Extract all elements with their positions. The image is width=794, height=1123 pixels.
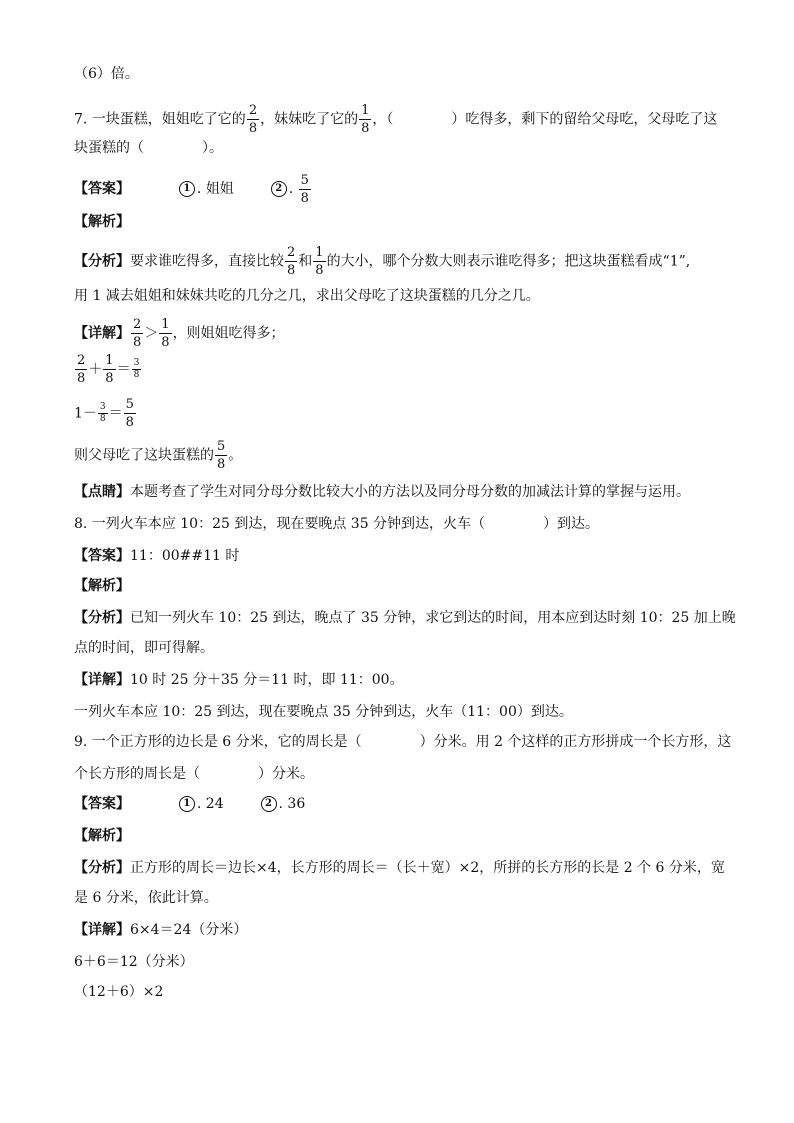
fraction-bar [159, 333, 171, 334]
math-expression [74, 354, 142, 384]
circled-number-icon: 2 [261, 796, 277, 812]
fraction-bar [299, 189, 311, 190]
text-content: （12＋6）×2 [74, 984, 164, 1000]
answer-line [74, 546, 239, 566]
fraction-numerator: 1 [361, 103, 370, 118]
fraction-denominator: 8 [133, 335, 142, 350]
question-text: 9. 一个正方形的边长是 6 分米，它的周长是（ [74, 734, 362, 750]
fraction-bar [103, 369, 115, 370]
analysis-line-1 [74, 246, 690, 276]
circled-number-icon: 1 [179, 181, 195, 197]
text-content: 和 [298, 253, 313, 270]
fraction-bar [75, 369, 87, 370]
text-line-content: （6）倍。 [74, 66, 139, 82]
math-operator: 1－ [74, 405, 97, 422]
fraction-denominator: 8 [77, 371, 86, 386]
answer-tag: 【答案】 [74, 181, 130, 197]
fraction-numerator: 1 [161, 317, 170, 332]
fraction-2-8 [75, 354, 87, 385]
fraction-5-8 [215, 440, 227, 471]
detail-conclusion [74, 440, 242, 470]
question-8-line [74, 514, 599, 534]
question-7-line-1 [74, 104, 717, 134]
text-content: ，则姐姐吃得多； [172, 325, 285, 342]
text-content: 点的时间，即可得解。 [74, 640, 214, 656]
answer-line [74, 172, 312, 206]
fraction-denominator: 8 [300, 190, 309, 206]
fraction-denominator: 8 [133, 370, 140, 380]
answer-value: 姐姐 [205, 181, 234, 197]
detail-line-3 [74, 982, 163, 1002]
fraction-numerator: 3 [99, 402, 106, 412]
fraction-numerator: 2 [133, 317, 142, 332]
text-content: 要求谁吃得多，直接比较 [130, 253, 284, 270]
fraction-2-8 [131, 318, 143, 349]
fraction-1-8 [359, 104, 371, 135]
analysis-sub-tag: 【分析】 [74, 253, 130, 270]
text-content: 正方形的周长＝边长×4，长方形的周长＝（长＋宽）×2，所拼的长方形的长是 2 个 6 分米，宽 [130, 860, 725, 876]
analysis-line-2 [74, 286, 540, 306]
answer-tag: 【答案】 [74, 796, 130, 812]
fraction-1-8 [103, 354, 115, 385]
fraction-denominator: 8 [248, 121, 258, 136]
text-content: 则父母吃了这块蛋糕的 [74, 447, 214, 464]
fraction-3-8 [132, 359, 142, 380]
fraction-denominator: 8 [105, 371, 114, 386]
fraction-denominator: 8 [217, 457, 226, 472]
text-content: 。 [228, 447, 243, 464]
fraction-5-8 [124, 398, 136, 429]
analysis-line-1 [74, 608, 736, 628]
text-content: 已知一列火车 10：25 到达，晚点了 35 分钟，求它到达的时间，用本应到达时刻 10：25 加上晚 [130, 610, 736, 626]
fraction-bar [247, 119, 259, 120]
fraction-denominator: 8 [287, 263, 296, 278]
fraction-5-8 [299, 174, 311, 205]
analysis-heading [74, 576, 130, 596]
fraction-bar [313, 261, 325, 262]
fraction-denominator: 8 [99, 414, 106, 424]
fraction-numerator: 5 [125, 397, 134, 412]
text-content: 6＋6＝12（分米） [74, 954, 194, 970]
text-line [74, 64, 139, 84]
detail-line-2 [74, 702, 573, 722]
circled-number-icon: 2 [271, 181, 287, 197]
answer-dot: . [196, 181, 202, 197]
answer-value: . 24 [196, 796, 224, 812]
answer-line [74, 794, 305, 814]
question-text: ）到达。 [543, 516, 600, 532]
math-expression [74, 398, 137, 428]
question-text: ）分米。 [258, 766, 314, 782]
fraction-bar [131, 333, 143, 334]
fraction-2-8 [247, 104, 259, 135]
fraction-numerator: 2 [248, 103, 258, 118]
fraction-numerator: 3 [133, 358, 140, 368]
question-text: ）吃得多，剩下的留给父母吃，父母吃了这 [451, 111, 718, 128]
fraction-numerator: 2 [77, 353, 86, 368]
fraction-denominator: 8 [361, 121, 370, 136]
question-number: 7. [74, 111, 88, 128]
fraction-3-8 [98, 403, 108, 424]
detail-line-1 [74, 670, 404, 690]
analysis-line-2 [74, 888, 218, 908]
question-text: 块蛋糕的（ [74, 140, 144, 156]
fraction-numerator: 2 [287, 245, 296, 260]
fraction-bar [215, 455, 227, 456]
math-operator: ＝ [108, 405, 123, 422]
text-content: 6×4＝24（分米） [130, 922, 248, 938]
detail-line-1 [74, 920, 247, 940]
key-point-tag: 【点睛】 [74, 484, 130, 500]
fraction-numerator: 5 [300, 172, 309, 188]
analysis-line-2 [74, 638, 214, 658]
text-content: 一列火车本应 10：25 到达，现在要晚点 35 分钟到达，火车（11：00）到达。 [74, 704, 573, 720]
fraction-numerator: 1 [105, 353, 114, 368]
fraction-numerator: 1 [315, 245, 324, 260]
answer-dot: . [288, 181, 294, 197]
text-content: 的大小，哪个分数大则表示谁吃得多；把这块蛋糕看成“1”, [326, 253, 691, 270]
analysis-heading [74, 826, 130, 846]
analysis-line-1 [74, 858, 725, 878]
question-text: 个长方形的周长是（ [74, 766, 200, 782]
detail-tag: 【详解】 [74, 325, 130, 342]
question-text: ，妹妹吃了它的 [260, 111, 359, 128]
fraction-numerator: 5 [217, 439, 226, 454]
math-operator: ＞ [144, 325, 159, 342]
analysis-tag: 【解析】 [74, 214, 130, 230]
fraction-2-8 [285, 246, 297, 277]
fraction-bar [124, 413, 136, 414]
text-content: 用 1 减去姐姐和妹妹共吃的几分之几，求出父母吃了这块蛋糕的几分之几。 [74, 288, 540, 304]
question-7-line-2 [74, 138, 223, 158]
fraction-1-8 [313, 246, 325, 277]
fraction-bar [359, 119, 371, 120]
answer-value: 11：00##11 时 [130, 548, 240, 564]
question-text: ）。 [202, 140, 223, 156]
detail-tag: 【详解】 [74, 672, 130, 688]
analysis-tag: 【解析】 [74, 578, 130, 594]
question-text: ，（ [372, 111, 394, 128]
math-operator: ＝ [116, 361, 131, 378]
fraction-1-8 [159, 318, 171, 349]
answer-tag: 【答案】 [74, 548, 130, 564]
detail-line-1 [74, 318, 285, 348]
question-text: ）分米。用 2 个这样的正方形拼成一个长方形，这 [419, 734, 732, 750]
analysis-heading [74, 212, 130, 232]
text-content: 是 6 分米，依此计算。 [74, 890, 218, 906]
circled-number-icon: 1 [179, 796, 195, 812]
fraction-denominator: 8 [161, 335, 170, 350]
text-content: 本题考查了学生对同分母分数比较大小的方法以及同分母分数的加减法计算的掌握与运用。 [130, 484, 690, 500]
fraction-denominator: 8 [315, 263, 324, 278]
detail-line-2 [74, 952, 194, 972]
analysis-sub-tag: 【分析】 [74, 610, 130, 626]
question-9-line-2 [74, 764, 314, 784]
question-text: 8. 一列火车本应 10：25 到达，现在要晚点 35 分钟到达，火车（ [74, 516, 486, 532]
key-point-line [74, 482, 690, 502]
answer-value: . 36 [278, 796, 306, 812]
math-operator: ＋ [88, 361, 103, 378]
fraction-bar [285, 261, 297, 262]
analysis-tag: 【解析】 [74, 828, 130, 844]
detail-tag: 【详解】 [74, 922, 130, 938]
fraction-denominator: 8 [125, 415, 134, 430]
text-content: 10 时 25 分＋35 分＝11 时，即 11：00。 [130, 672, 404, 688]
question-9-line-1 [74, 732, 731, 752]
analysis-sub-tag: 【分析】 [74, 860, 130, 876]
question-text: 一块蛋糕，姐姐吃了它的 [91, 111, 246, 128]
